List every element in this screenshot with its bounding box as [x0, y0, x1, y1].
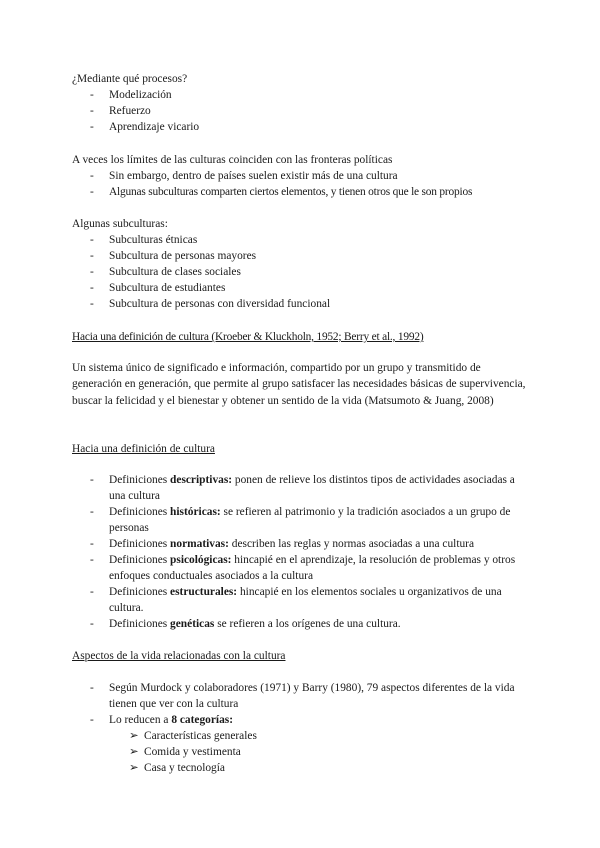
- section-heading-definition-citation: Hacia una definición de cultura (Kroeber & Kluckholn, 1952; Berry et al., 1992): [72, 331, 424, 343]
- list-item: - Refuerzo: [90, 105, 151, 117]
- list-item: - Definiciones históricas: se refieren al patrimonio y la tradición asociados a un grupo de personas: [90, 506, 511, 535]
- list-item: - Sin embargo, dentro de países suelen existir más de una cultura: [90, 170, 398, 182]
- list-item: - Subcultura de estudiantes: [90, 282, 226, 294]
- sub-list-item: ➢ Comida y vestimenta: [129, 744, 241, 760]
- list-item: - Subcultura de clases sociales: [90, 266, 241, 278]
- definition-paragraph: Un sistema único de significado e información, compartido por un grupo y transmitido de generación en generación, que permite al grupo satisfacer las necesidades básicas de supervivencia, buscar la felicidad y el bienestar y obtener un sentido de la vida (Matsumoto & Juang, 2008): [72, 362, 526, 407]
- list-item: - Aprendizaje vicario: [90, 121, 200, 133]
- list-item: - Subcultura de personas con diversidad funcional: [90, 298, 331, 310]
- list-item: - Definiciones normativas: describen las reglas y normas asociadas a una cultura: [90, 538, 475, 550]
- section-heading-definition: Hacia una definición de cultura: [72, 443, 215, 455]
- list-item: - Subcultura de personas mayores: [90, 250, 257, 262]
- subcultures-intro: Algunas subculturas:: [72, 218, 168, 230]
- sub-list-item: ➢ Casa y tecnología: [129, 760, 225, 776]
- list-item: - Subculturas étnicas: [90, 234, 198, 246]
- list-item: - Algunas subculturas comparten ciertos elementos, y tienen otros que le son propios: [90, 186, 473, 198]
- list-item: - Definiciones estructurales: hincapié en los elementos sociales u organizativos de una cultura.: [90, 586, 502, 615]
- section-heading-aspects: Aspectos de la vida relacionadas con la cultura: [72, 650, 286, 662]
- list-item: - Modelización: [90, 89, 172, 101]
- list-item: - Lo reducen a 8 categorías:: [90, 714, 233, 726]
- processes-intro: ¿Mediante qué procesos?: [72, 73, 188, 85]
- list-item: - Definiciones genéticas se refieren a los orígenes de una cultura.: [90, 618, 401, 630]
- list-item: - Según Murdock y colaboradores (1971) y Barry (1980), 79 aspectos diferentes de la vida tienen que ver con la cultura: [90, 682, 515, 711]
- sub-list-item: ➢ Características generales: [129, 728, 257, 744]
- arrow-bullet-icon: ➢: [129, 762, 139, 774]
- list-item: - Definiciones psicológicas: hincapié en el aprendizaje, la resolución de problemas y otros enfoques conductuales asociados a la cultura: [90, 554, 516, 583]
- list-item: - Definiciones descriptivas: ponen de relieve los distintos tipos de actividades asociadas a una cultura: [90, 474, 515, 503]
- limits-intro: A veces los límites de las culturas coinciden con las fronteras políticas: [72, 154, 393, 166]
- arrow-bullet-icon: ➢: [129, 746, 139, 758]
- arrow-bullet-icon: ➢: [129, 730, 139, 742]
